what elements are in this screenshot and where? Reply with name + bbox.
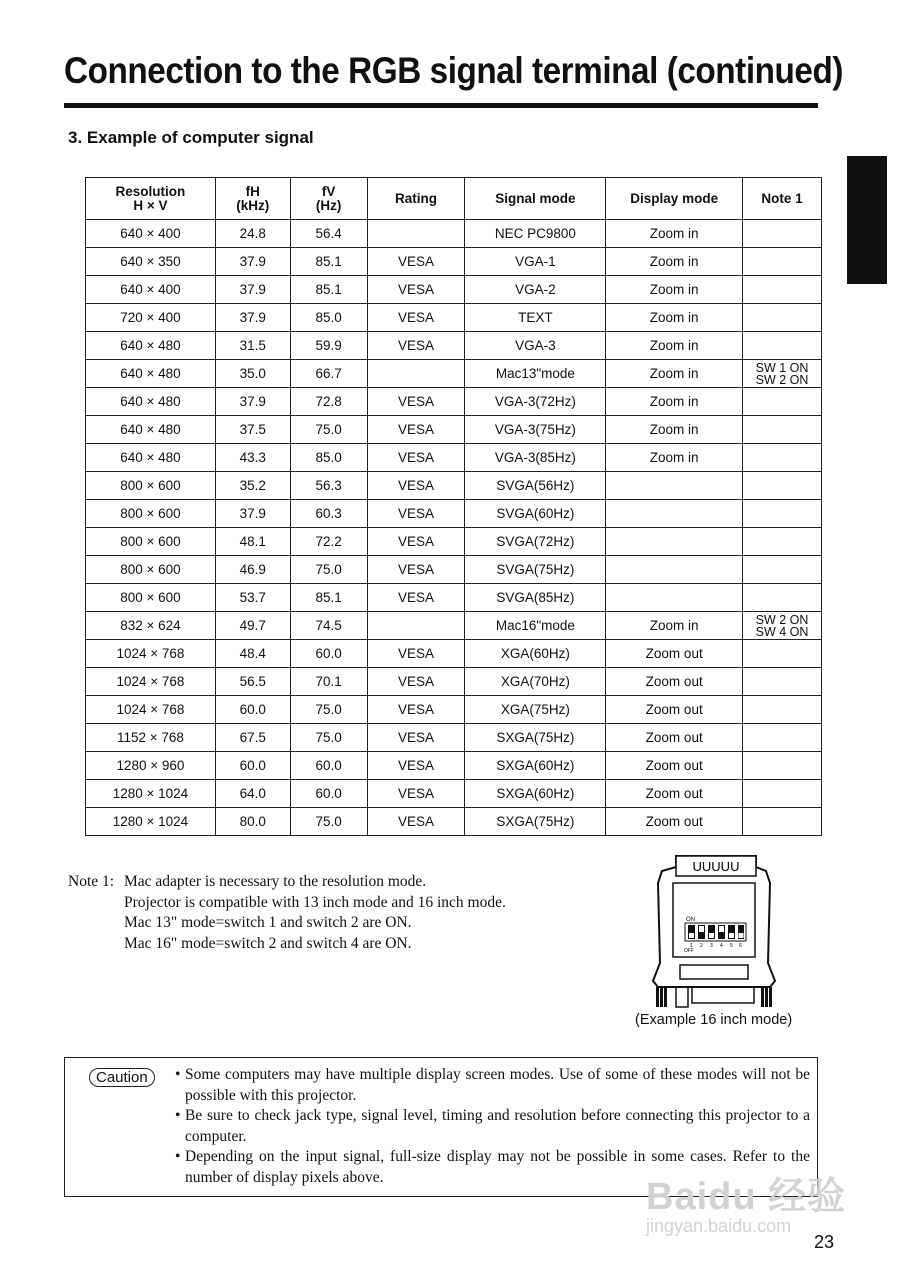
cell-resolution: 640 × 480 (86, 444, 216, 472)
cell-rating: VESA (367, 724, 465, 752)
cell-display-mode: Zoom in (606, 416, 743, 444)
cell-rating: VESA (367, 668, 465, 696)
computer-signal-table (85, 177, 822, 836)
cell-fh: 60.0 (215, 696, 290, 724)
table-row (86, 220, 822, 248)
cell-rating: VESA (367, 780, 465, 808)
note-label: Note 1: (68, 873, 115, 890)
cell-rating: VESA (367, 556, 465, 584)
watermark (646, 1165, 846, 1237)
cell-fh: 35.2 (215, 472, 290, 500)
watermark-logo-text: Baidu 经验 (646, 1176, 847, 1218)
cell-signal-mode: SVGA(75Hz) (465, 556, 606, 584)
cell-fh: 37.9 (215, 276, 290, 304)
cell-resolution: 640 × 400 (86, 276, 216, 304)
header-signal-mode: Signal mode (465, 178, 606, 220)
table-row (86, 612, 822, 640)
table-row (86, 444, 822, 472)
cell-note (743, 584, 822, 612)
cell-display-mode: Zoom in (606, 248, 743, 276)
cell-rating: VESA (367, 388, 465, 416)
cell-display-mode: Zoom in (606, 332, 743, 360)
cell-display-mode (606, 500, 743, 528)
cell-fh: 60.0 (215, 752, 290, 780)
cell-fv: 75.0 (290, 808, 367, 836)
cell-fv: 75.0 (290, 724, 367, 752)
cell-note (743, 416, 822, 444)
cell-fv: 60.0 (290, 752, 367, 780)
cell-display-mode: Zoom out (606, 808, 743, 836)
cell-note (743, 332, 822, 360)
header-note: Note 1 (743, 178, 822, 220)
cell-fv: 60.3 (290, 500, 367, 528)
cell-resolution: 800 × 600 (86, 528, 216, 556)
table-row (86, 500, 822, 528)
switch-on-label: ON (686, 917, 695, 923)
cell-fv: 85.0 (290, 444, 367, 472)
svg-text:1: 1 (690, 943, 693, 949)
figure-caption: (Example 16 inch mode) (635, 1012, 793, 1028)
cell-resolution: 1152 × 768 (86, 724, 216, 752)
title-underline (64, 103, 818, 108)
table-row (86, 696, 822, 724)
table-row (86, 808, 822, 836)
table-row (86, 752, 822, 780)
cell-note (743, 472, 822, 500)
cell-note (743, 780, 822, 808)
cell-note (743, 500, 822, 528)
cell-display-mode: Zoom in (606, 304, 743, 332)
cell-display-mode (606, 556, 743, 584)
table-row (86, 528, 822, 556)
cell-fh: 37.9 (215, 248, 290, 276)
table-row (86, 416, 822, 444)
cell-display-mode: Zoom in (606, 388, 743, 416)
note-line: Projector is compatible with 13 inch mode and 16 inch mode. (124, 893, 506, 911)
table-row (86, 304, 822, 332)
header-fh: fH (kHz) (215, 178, 290, 220)
cell-resolution: 720 × 400 (86, 304, 216, 332)
cell-signal-mode: SVGA(72Hz) (465, 528, 606, 556)
cell-signal-mode: VGA-1 (465, 248, 606, 276)
cell-display-mode: Zoom out (606, 640, 743, 668)
cell-fv: 85.1 (290, 276, 367, 304)
cell-resolution: 640 × 480 (86, 388, 216, 416)
watermark-url: jingyan.baidu.com (646, 1216, 792, 1236)
cell-resolution: 1280 × 1024 (86, 780, 216, 808)
cell-fh: 80.0 (215, 808, 290, 836)
cell-display-mode: Zoom out (606, 724, 743, 752)
cell-display-mode: Zoom in (606, 360, 743, 388)
table-row (86, 332, 822, 360)
cell-resolution: 1280 × 1024 (86, 808, 216, 836)
cell-resolution: 1024 × 768 (86, 696, 216, 724)
cell-signal-mode: XGA(75Hz) (465, 696, 606, 724)
cell-signal-mode: VGA-2 (465, 276, 606, 304)
cell-fv: 66.7 (290, 360, 367, 388)
table-row (86, 780, 822, 808)
cell-fh: 46.9 (215, 556, 290, 584)
cell-resolution: 800 × 600 (86, 584, 216, 612)
cell-resolution: 1024 × 768 (86, 668, 216, 696)
cell-rating (367, 612, 465, 640)
note-line: Mac adapter is necessary to the resolution mode. (124, 873, 427, 890)
cell-note (743, 444, 822, 472)
cell-display-mode: Zoom in (606, 444, 743, 472)
cell-note (743, 696, 822, 724)
svg-text:4: 4 (720, 943, 723, 949)
cell-signal-mode: VGA-3(85Hz) (465, 444, 606, 472)
cell-fh: 64.0 (215, 780, 290, 808)
cell-note (743, 556, 822, 584)
page-number: 23 (814, 1232, 835, 1252)
cell-resolution: 800 × 600 (86, 472, 216, 500)
cell-display-mode: Zoom in (606, 612, 743, 640)
cell-signal-mode: SXGA(75Hz) (465, 724, 606, 752)
cell-note (743, 808, 822, 836)
cell-rating: VESA (367, 276, 465, 304)
cell-fv: 56.4 (290, 220, 367, 248)
cell-signal-mode: SXGA(60Hz) (465, 752, 606, 780)
cell-resolution: 640 × 480 (86, 360, 216, 388)
caution-item: • Some computers may have multiple display screen modes. Use of some of these modes will not be possible with this projector. (175, 1066, 810, 1104)
svg-text:5: 5 (730, 943, 733, 949)
cell-signal-mode: VGA-3(72Hz) (465, 388, 606, 416)
table-row (86, 584, 822, 612)
cell-fh: 37.9 (215, 304, 290, 332)
cell-rating: VESA (367, 444, 465, 472)
cell-display-mode: Zoom in (606, 276, 743, 304)
cell-fv: 85.1 (290, 584, 367, 612)
cell-signal-mode: TEXT (465, 304, 606, 332)
table-header-row (86, 178, 822, 220)
cell-resolution: 640 × 350 (86, 248, 216, 276)
table-row (86, 248, 822, 276)
cell-note (743, 668, 822, 696)
cell-signal-mode: SVGA(85Hz) (465, 584, 606, 612)
note-lines (124, 872, 506, 954)
section-heading: 3. Example of computer signal (68, 128, 314, 147)
cell-note (743, 752, 822, 780)
cell-display-mode (606, 528, 743, 556)
cell-resolution: 640 × 480 (86, 416, 216, 444)
cell-note: SW 2 ON SW 4 ON (743, 612, 822, 640)
page-title: Connection to the RGB signal terminal (continued) (64, 50, 844, 91)
cell-rating: VESA (367, 472, 465, 500)
svg-text:6: 6 (739, 943, 742, 949)
cell-rating: VESA (367, 416, 465, 444)
cell-display-mode (606, 472, 743, 500)
cell-note (743, 220, 822, 248)
cell-rating: VESA (367, 248, 465, 276)
cell-fh: 35.0 (215, 360, 290, 388)
caution-item: • Depending on the input signal, full-size display may not be possible in some cases. Refer to the number of display pixels above. (175, 1148, 810, 1186)
header-fv: fV (Hz) (290, 178, 367, 220)
cell-resolution: 800 × 600 (86, 556, 216, 584)
cell-fh: 37.9 (215, 500, 290, 528)
cell-rating: VESA (367, 500, 465, 528)
header-resolution: Resolution H × V (86, 178, 216, 220)
chapter-tab-marker (847, 156, 887, 284)
cell-resolution: 1280 × 960 (86, 752, 216, 780)
cell-rating: VESA (367, 808, 465, 836)
table-row (86, 360, 822, 388)
cell-rating: VESA (367, 332, 465, 360)
cell-display-mode: Zoom out (606, 696, 743, 724)
switch-off-label: OFF (684, 948, 694, 954)
cell-fv: 85.0 (290, 304, 367, 332)
cell-resolution: 640 × 480 (86, 332, 216, 360)
cell-fv: 72.8 (290, 388, 367, 416)
note-line: Mac 13" mode=switch 1 and switch 2 are ON. (124, 914, 412, 931)
cell-fv: 72.2 (290, 528, 367, 556)
cell-note (743, 276, 822, 304)
cell-note: SW 1 ON SW 2 ON (743, 360, 822, 388)
cell-rating (367, 220, 465, 248)
cell-fv: 85.1 (290, 248, 367, 276)
cell-fh: 56.5 (215, 668, 290, 696)
cell-fh: 43.3 (215, 444, 290, 472)
cell-rating (367, 360, 465, 388)
cell-display-mode: Zoom out (606, 668, 743, 696)
cell-fh: 37.9 (215, 388, 290, 416)
cell-resolution: 800 × 600 (86, 500, 216, 528)
cell-note (743, 640, 822, 668)
cell-rating: VESA (367, 696, 465, 724)
caution-item: • Be sure to check jack type, signal level, timing and resolution before connecting this projector to a computer. (175, 1107, 810, 1145)
cell-fv: 60.0 (290, 780, 367, 808)
cell-signal-mode: XGA(70Hz) (465, 668, 606, 696)
cell-fv: 75.0 (290, 416, 367, 444)
cell-note (743, 528, 822, 556)
cell-fh: 49.7 (215, 612, 290, 640)
cell-fv: 60.0 (290, 640, 367, 668)
cell-fh: 24.8 (215, 220, 290, 248)
cell-display-mode: Zoom out (606, 752, 743, 780)
cell-fh: 37.5 (215, 416, 290, 444)
cell-signal-mode: SXGA(75Hz) (465, 808, 606, 836)
cell-display-mode: Zoom in (606, 220, 743, 248)
table-row (86, 668, 822, 696)
cell-note (743, 248, 822, 276)
cell-signal-mode: XGA(60Hz) (465, 640, 606, 668)
cell-fv: 74.5 (290, 612, 367, 640)
cell-fv: 59.9 (290, 332, 367, 360)
cell-signal-mode: SVGA(60Hz) (465, 500, 606, 528)
cell-rating: VESA (367, 584, 465, 612)
cell-fh: 48.4 (215, 640, 290, 668)
header-display-mode: Display mode (606, 178, 743, 220)
cell-rating: VESA (367, 528, 465, 556)
table-row (86, 276, 822, 304)
cell-rating: VESA (367, 304, 465, 332)
cell-note (743, 304, 822, 332)
caution-label: Caution (89, 1068, 155, 1087)
cell-fh: 31.5 (215, 332, 290, 360)
svg-text:2: 2 (700, 943, 703, 949)
cell-fh: 48.1 (215, 528, 290, 556)
cell-display-mode: Zoom out (606, 780, 743, 808)
table-row (86, 388, 822, 416)
cell-fh: 53.7 (215, 584, 290, 612)
cell-resolution: 832 × 624 (86, 612, 216, 640)
cell-display-mode (606, 584, 743, 612)
cell-signal-mode: Mac13"mode (465, 360, 606, 388)
cell-rating: VESA (367, 640, 465, 668)
table-row (86, 724, 822, 752)
mac-adapter-illustration (650, 853, 778, 1011)
cell-note (743, 388, 822, 416)
cell-rating: VESA (367, 752, 465, 780)
pin-label: UUUUU (692, 859, 740, 874)
cell-signal-mode: SXGA(60Hz) (465, 780, 606, 808)
cell-note (743, 724, 822, 752)
cell-fv: 75.0 (290, 696, 367, 724)
table-row (86, 640, 822, 668)
svg-text:3: 3 (710, 943, 713, 949)
cell-signal-mode: NEC PC9800 (465, 220, 606, 248)
cell-signal-mode: VGA-3(75Hz) (465, 416, 606, 444)
cell-resolution: 640 × 400 (86, 220, 216, 248)
cell-fv: 56.3 (290, 472, 367, 500)
cell-signal-mode: VGA-3 (465, 332, 606, 360)
note-line: Mac 16" mode=switch 2 and switch 4 are ON. (124, 934, 412, 952)
cell-signal-mode: Mac16"mode (465, 612, 606, 640)
table-row (86, 556, 822, 584)
cell-resolution: 1024 × 768 (86, 640, 216, 668)
cell-signal-mode: SVGA(56Hz) (465, 472, 606, 500)
cell-fh: 67.5 (215, 724, 290, 752)
cell-fv: 70.1 (290, 668, 367, 696)
table-row (86, 472, 822, 500)
cell-fv: 75.0 (290, 556, 367, 584)
header-rating: Rating (367, 178, 465, 220)
